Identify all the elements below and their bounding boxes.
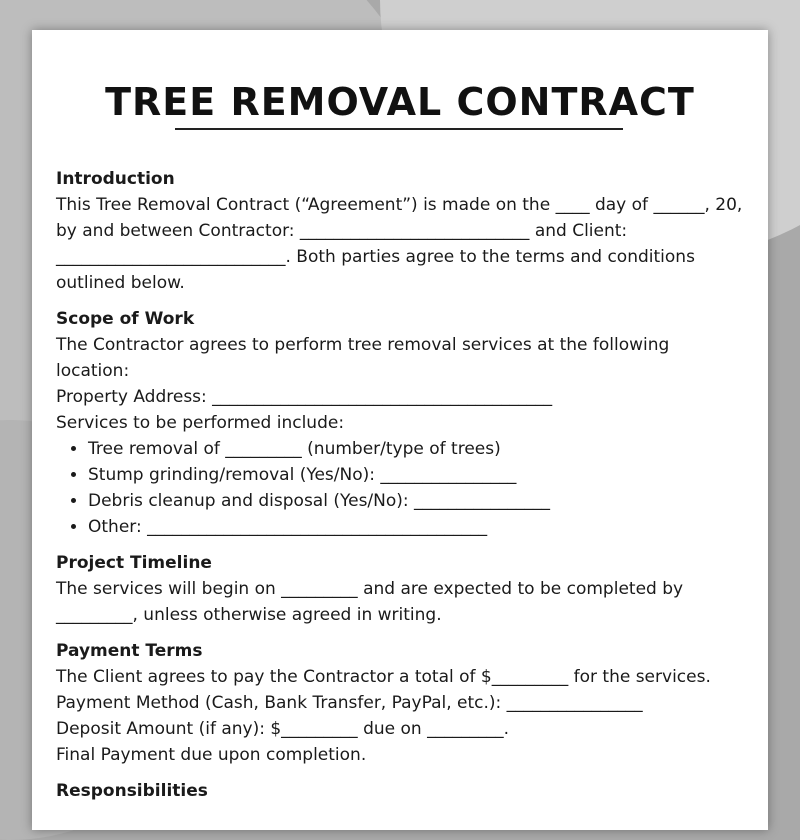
list-item: • Tree removal of _________ (number/type of trees) bbox=[88, 436, 756, 462]
body-line: The services will begin on _________ and are expected to be completed by bbox=[56, 579, 684, 599]
section-heading: Scope of Work bbox=[56, 309, 195, 329]
body-line: Property Address: ________________________________________ bbox=[56, 387, 553, 407]
body-line: Payment Method (Cash, Bank Transfer, PayPal, etc.): ________________ bbox=[56, 693, 643, 713]
section-scope-of-work bbox=[56, 306, 756, 540]
services-list bbox=[56, 436, 756, 540]
document-title: TREE REMOVAL CONTRACT bbox=[105, 80, 695, 124]
body-line: ___________________________. Both parties agree to the terms and conditions bbox=[56, 247, 695, 267]
list-item: • Debris cleanup and disposal (Yes/No): ________________ bbox=[88, 488, 756, 514]
body-line: Services to be performed include: bbox=[56, 413, 345, 433]
body-line: This Tree Removal Contract (“Agreement”) is made on the ____ day of ______, 20, bbox=[56, 195, 743, 215]
section-heading: Project Timeline bbox=[56, 553, 212, 573]
body-line: The Contractor agrees to perform tree removal services at the following bbox=[56, 335, 670, 355]
body-line: location: bbox=[56, 361, 130, 381]
section-project-timeline bbox=[56, 550, 756, 628]
list-item: • Other: ________________________________________ bbox=[88, 514, 756, 540]
body-line: _________, unless otherwise agreed in writing. bbox=[56, 605, 442, 625]
body-line: The Client agrees to pay the Contractor a total of $_________ for the services. bbox=[56, 667, 711, 687]
body-line: by and between Contractor: ___________________________ and Client: bbox=[56, 221, 628, 241]
section-introduction bbox=[56, 166, 756, 296]
section-heading: Introduction bbox=[56, 169, 175, 189]
body-line: Final Payment due upon completion. bbox=[56, 745, 367, 765]
document-body bbox=[56, 166, 756, 804]
contract-page bbox=[32, 30, 768, 830]
section-payment-terms bbox=[56, 638, 756, 768]
body-line: Deposit Amount (if any): $_________ due on _________. bbox=[56, 719, 509, 739]
section-responsibilities bbox=[56, 778, 756, 804]
section-heading: Responsibilities bbox=[56, 781, 208, 801]
section-heading: Payment Terms bbox=[56, 641, 203, 661]
body-line: outlined below. bbox=[56, 273, 185, 293]
title-underline bbox=[175, 128, 623, 130]
list-item: • Stump grinding/removal (Yes/No): ________________ bbox=[88, 462, 756, 488]
